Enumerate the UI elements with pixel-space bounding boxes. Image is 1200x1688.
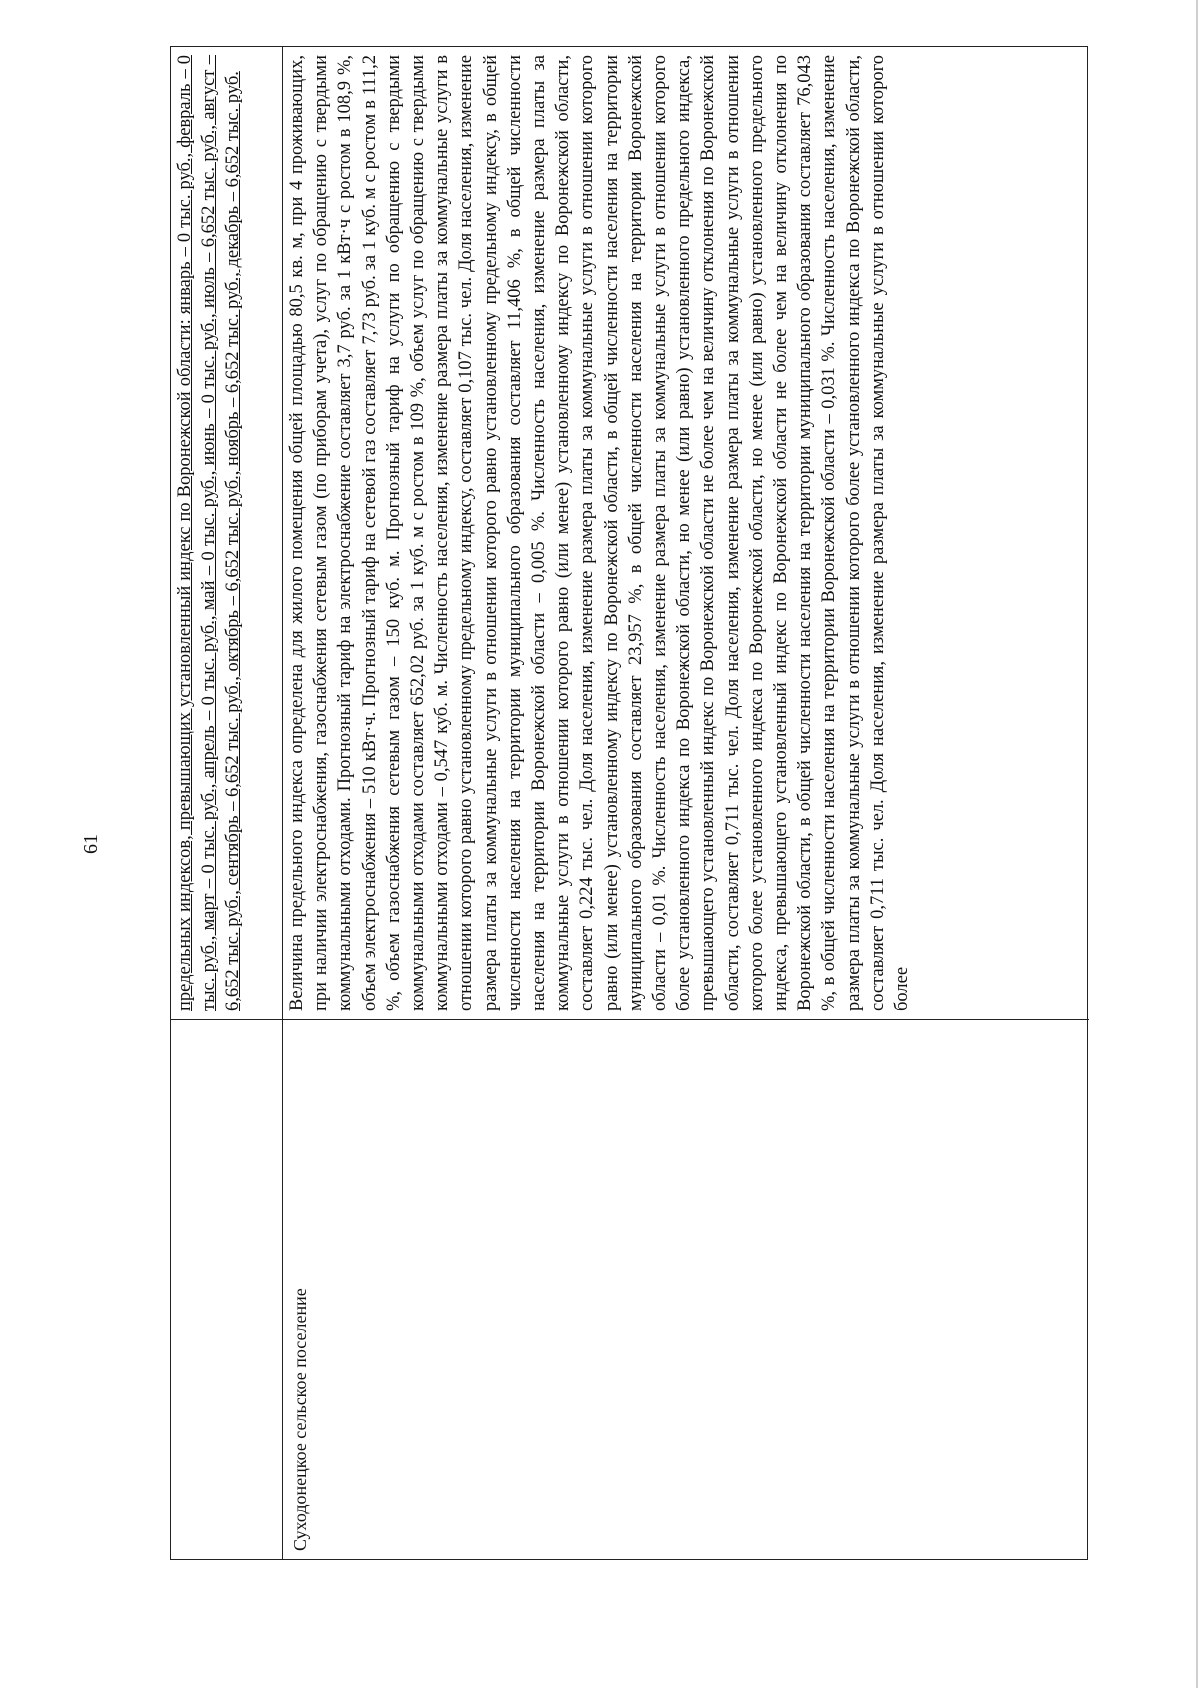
settlement-name: Суходонецкое сельское поселение <box>283 1019 1089 1559</box>
page-number: 61 <box>80 834 102 854</box>
continuation-text: предельных индексов, превышающих установленный индекс по Воронежской области: январь – 0 тыс. руб., февраль – 0 тыс. руб., март – 0 тыс. руб., апрель – 0 тыс. руб., май – 0 тыс. руб., июнь – 0 тыс. руб., июль – 6,652 тыс. руб., август – 6,652 тыс. руб., сентябрь – 6,652 тыс. руб., октябрь – 6,652 тыс. руб., ноябрь – 6,652 тыс. руб., декабрь – 6,652 тыс. руб. <box>175 55 244 1011</box>
row-text-continuation <box>171 47 282 1019</box>
document-table <box>170 46 1088 1560</box>
settlement-description: Величина предельного индекса определена для жилого помещения общей площадью 80,5 кв. м, при 4 проживающих, при наличии электроснабжения, газоснабжения сетевым газом (по приборам учета), услуг по обращению с твердыми коммунальными отходами. Прогнозный тариф на электроснабжение составляет 3,7 руб. за 1 кВт·ч с ростом в 108,9 %, объем электроснабжения – 510 кВт·ч. Прогнозный тариф на сетевой газ составляет 7,73 руб. за 1 куб. м с ростом в 111,2 %, объем газоснабжения сетевым газом – 150 куб. м. Прогнозный тариф на услуги по обращению с твердыми коммунальными отходами составляет 652,02 руб. за 1 куб. м с ростом в 109 %, объем услуг по обращению с твердыми коммунальными отходами – 0,547 куб. м. Численность населения, изменение размера платы за коммунальные услуги в отношении которого равно установленному предельному индексу, составляет 0,107 тыс. чел. Доля населения, изменение размера платы за коммунальные услуги в отношении которого равно установленному предельному индексу, в общей численности населения на территории муниципального образования составляет 11,406 %, в общей численности населения на территории Воронежской области – 0,005 %. Численность населения, изменение размера платы за коммунальные услуги в отношении которого равно (или менее) установленному индексу по Воронежской области, составляет 0,224 тыс. чел. Доля населения, изменение размера платы за коммунальные услуги в отношении которого равно (или менее) установленному индексу по Воронежской области, в общей численности населения на территории муниципального образования составляет 23,957 %, в общей численности населения на территории Воронежской области – 0,01 %. Численность населения, изменение размера платы за коммунальные услуги в отношении которого более установленного индекса по Воронежской области, но менее (или равно) установленного предельного индекса, превышающего установленный индекс по Воронежской области не более чем на величину отклонения по Воронежской области, составляет 0,711 тыс. чел. Доля населения, изменение размера платы за коммунальные услуги в отношении которого более установленного индекса по Воронежской области, но менее (или равно) установленного предельного индекса, превышающего установленный индекс по Воронежской области не более чем на величину отклонения по Воронежской области, в общей численности населения на территории муниципального образования составляет 76,043 %, в общей численности населения на территории Воронежской области – 0,031 %. Численность населения, изменение размера платы за коммунальные услуги в отношении которого более установленного индекса по Воронежской области, составляет 0,711 тыс. чел. Доля населения, изменение размера платы за коммунальные услуги в отношении которого более <box>287 55 913 1011</box>
scan-edge-line <box>1196 0 1198 1688</box>
table-row-continuation <box>171 47 283 1559</box>
table-row-settlement <box>283 47 1089 1559</box>
row-label-empty <box>171 1019 282 1559</box>
